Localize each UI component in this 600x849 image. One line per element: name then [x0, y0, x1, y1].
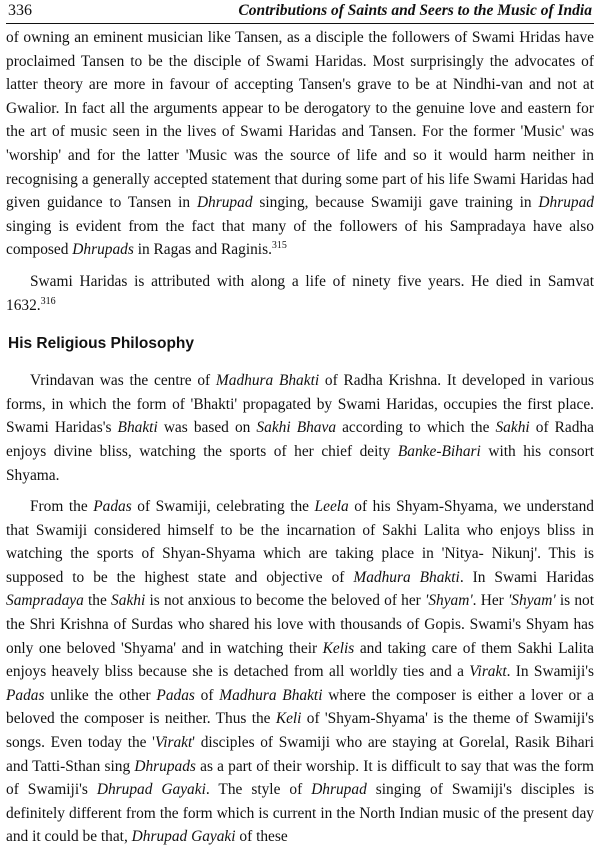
section-heading: His Religious Philosophy: [8, 335, 195, 353]
paragraph-tansen-disciple: of owning an eminent musician like Tansen, as a disciple the followers of Swami Hridas have proclaimed Tansen to be the disciple of Swami Haridas. Most surprisingly the advocates of latter theory are more in favour of accepting Tansen's grave to be at Nindhi-van and not at Gwalior. In fact all the arguments appear to be derogatory to the genuine love and eastern for the art of music seen in the lives of Swami Haridas and Tansen. For the former 'Music' was 'worship' and for the latter 'Music was the source of life and so it would harm neither in recognising a generally accepted statement that during some part of his life Swami Haridas had given guidance to Tansen in Dhrupad singing, because Swamiji gave training in Dhrupad singing is evident from the fact that many of the followers of his Sampradaya have also composed Dhrupads in Ragas and Raginis.$^{315}$: [6, 29, 595, 259]
paragraph-lifespan: Swami Haridas is attributed with along a life of ninety five years. He died in Samvat 1632.$^{316}$: [6, 272, 594, 314]
footnote-ref-316: 316: [40, 295, 56, 307]
running-title: Contributions of Saints and Seers to the Music of India: [238, 2, 592, 19]
page-number: 336: [8, 2, 32, 19]
running-header: [6, 0, 594, 24]
footnote-ref-315: 315: [271, 240, 287, 252]
paragraph-vrindavan: Vrindavan was the centre of Madhura Bhakti of Radha Krishna. It developed in various forms, in which the form of 'Bhakti' propagated by Swami Haridas, occupies the first place. Swami Haridas's Bhakti was based on Sakhi Bhava according to which the Sakhi of Radha enjoys divine bliss, watching the sports of her chief deity Banke-Bihari with his consort Shyama.: [6, 372, 595, 484]
paragraph-padas: From the Padas of Swamiji, celebrating the Leela of his Shyam-Shyama, we understand that Swamiji considered himself to be the incarnation of Sakhi Lalita who enjoys bliss in watching the sports of Shyan-Shyama which are taking place in 'Nitya- Nikunj'. This is supposed to be the highest state and objective of Madhura Bhakti. In Swami Haridas Sampradaya the Sakhi is not anxious to become the beloved of her 'Shyam'. Her 'Shyam' is not the Shri Krishna of Surdas who shared his love with thousands of Gopis. Swami's Shyam has only one beloved 'Shyama' and in watching their Kelis and taking care of them Sakhi Lalita enjoys heavely bliss because she is detached from all worldly ties and a Virakt. In Swamiji's Padas unlike the other Padas of Madhura Bhakti where the composer is either a lover or a beloved the composer is neither. Thus the Keli of 'Shyam-Shyama' is the theme of Swamiji's songs. Even today the 'Virakt' disciples of Swamiji who are staying at Gorelal, Rasik Bihari and Tatti-Sthan sing Dhrupads as a part of their worship. It is difficult to say that was the form of Swamiji's Dhrupad Gayaki. The style of Dhrupad singing of Swamiji's disciples is definitely different from the form which is current in the North Indian music of the present day and it could be that, Dhrupad Gayaki of these: [6, 498, 595, 846]
